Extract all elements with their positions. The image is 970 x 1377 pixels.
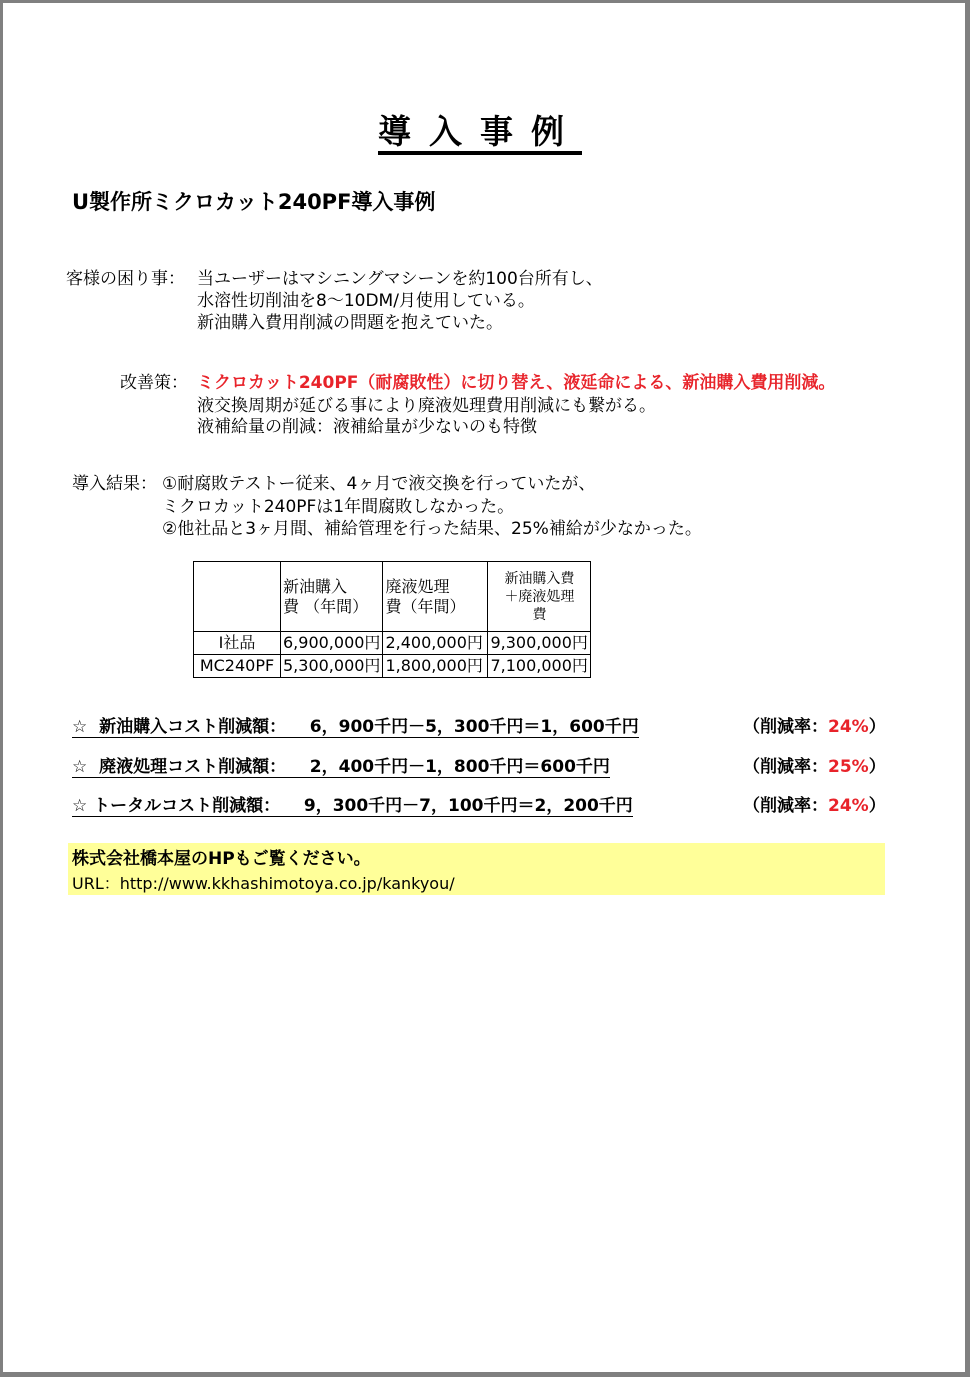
summary-underlined: ☆ トータルコスト削減額： 9，300千円－7，100千円＝2，200千円 — [72, 796, 633, 816]
star-icon: ☆ — [72, 717, 88, 737]
table-header-waste: 廃液処理 費（年間） — [383, 562, 488, 632]
rate-total: （削減率：24%） — [743, 796, 886, 816]
row-name: MC240PF — [194, 655, 281, 678]
star-icon: ☆ — [72, 757, 88, 777]
results-line-1: ①耐腐敗テストー従来、4ヶ月で液交換を行っていたが、 — [162, 474, 596, 494]
summary-new-oil — [72, 716, 639, 738]
cell-new-oil: 6,900,000円 — [281, 632, 383, 655]
table-row — [194, 655, 591, 678]
cell-total: 9,300,000円 — [488, 632, 591, 655]
cell-waste: 1,800,000円 — [383, 655, 488, 678]
problem-label: 客様の困り事： — [66, 269, 185, 289]
homepage-notice-box — [68, 843, 885, 895]
table-header-row — [194, 562, 591, 632]
notice-url-link[interactable]: URL：http://www.kkhashimotoya.co.jp/kankyou/ — [72, 874, 455, 893]
summary-waste — [72, 756, 610, 778]
case-subtitle: U製作所ミクロカット240PF導入事例 — [72, 190, 436, 214]
rate-new-oil: （削減率：24%） — [743, 717, 886, 737]
cell-total: 7,100,000円 — [488, 655, 591, 678]
cell-waste: 2,400,000円 — [383, 632, 488, 655]
document-page — [3, 3, 965, 1372]
summary-underlined: ☆ 廃液処理コスト削減額： 2，400千円－1，800千円＝600千円 — [72, 757, 610, 777]
solution-label: 改善策： — [120, 373, 188, 393]
row-name: I社品 — [194, 632, 281, 655]
solution-line-1: 液交換周期が延びる事により廃液処理費用削減にも繋がる。 — [197, 396, 656, 416]
table-row — [194, 632, 591, 655]
problem-line-2: 水溶性切削油を8～10DM/月使用している。 — [197, 291, 535, 311]
star-icon: ☆ — [72, 796, 88, 816]
summary-underlined: ☆ 新油購入コスト削減額： 6，900千円－5，300千円＝1，600千円 — [72, 717, 639, 737]
table-header-total: 新油購入費 ＋廃液処理 費 — [488, 562, 591, 632]
summary-total — [72, 795, 633, 817]
notice-text: 株式会社橋本屋のHPもご覧ください。 — [72, 849, 371, 869]
table-header-empty — [194, 562, 281, 632]
results-line-2: ミクロカット240PFは1年間腐敗しなかった。 — [162, 497, 515, 517]
table-header-new-oil: 新油購入 費 （年間） — [281, 562, 383, 632]
cost-comparison-table — [193, 561, 591, 678]
results-label: 導入結果： — [72, 474, 157, 494]
page-title: 導入事例 — [378, 113, 582, 155]
solution-highlight: ミクロカット240PF（耐腐敗性）に切り替え、液延命による、新油購入費用削減。 — [197, 373, 836, 393]
problem-line-3: 新油購入費用削減の問題を抱えていた。 — [197, 313, 503, 333]
problem-line-1: 当ユーザーはマシニングマシーンを約100台所有し、 — [197, 269, 603, 289]
rate-waste: （削減率：25%） — [743, 757, 886, 777]
cell-new-oil: 5,300,000円 — [281, 655, 383, 678]
results-line-3: ②他社品と3ヶ月間、補給管理を行った結果、25%補給が少なかった。 — [162, 519, 702, 539]
solution-line-2: 液補給量の削減：液補給量が少ないのも特徴 — [197, 417, 537, 437]
